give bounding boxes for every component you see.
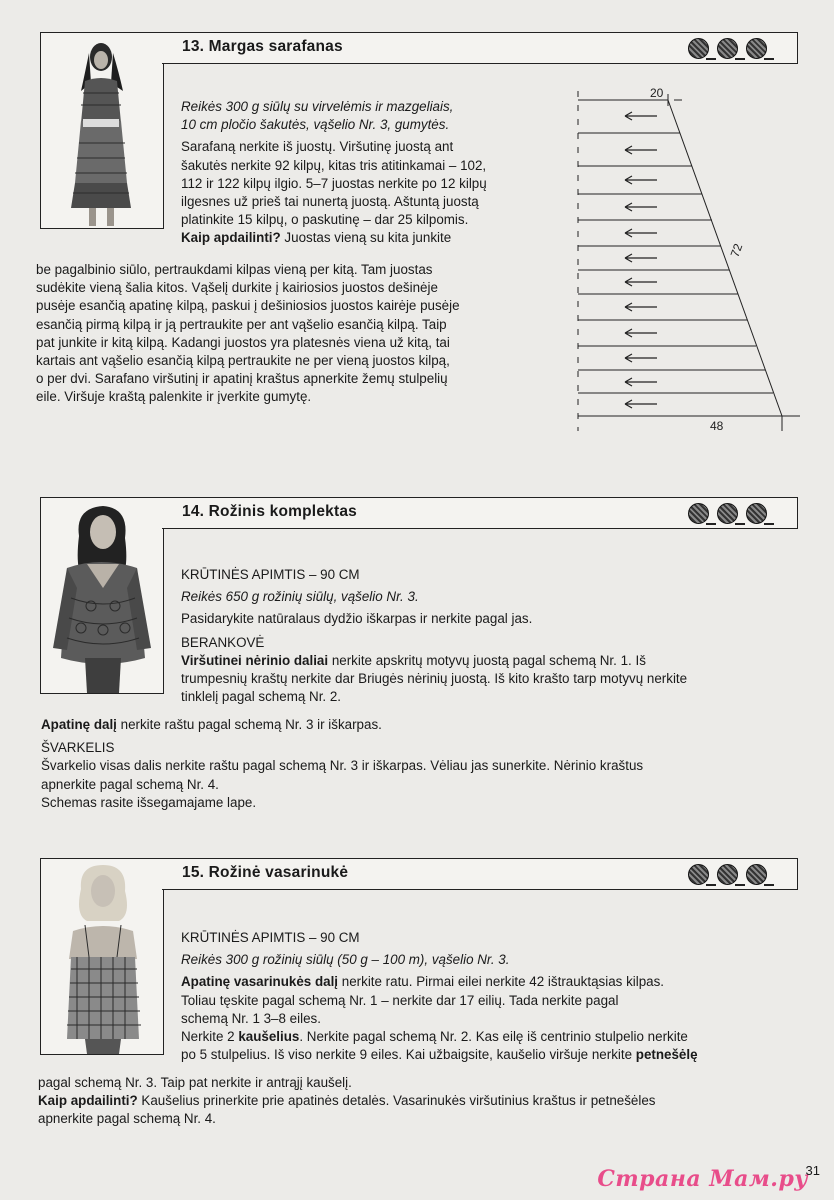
- diagram-bottom-label: 48: [710, 419, 724, 431]
- model-photo-pink-set: [40, 497, 164, 694]
- paragraph-line: trumpesnių kraštų nerkite dar Briugės nėrinių juostą. Iš kito krašto tarp motyvų nerkite: [181, 671, 688, 687]
- paragraph-line: [181, 973, 698, 991]
- paragraph-line: sudėkite vieną šalia kitos. Vąšelį durkite į kairiosios juostos dešinėje: [36, 280, 438, 296]
- diagram-side-label: 72: [727, 241, 746, 260]
- section-15-body-wide: [38, 1074, 656, 1129]
- section-15-header: [162, 858, 798, 890]
- difficulty-rating: [688, 38, 767, 59]
- yarn-ball-icon: [746, 38, 767, 59]
- section-15: [40, 858, 798, 1148]
- difficulty-rating: [688, 864, 767, 885]
- paragraph-line: Sarafaną nerkite iš juostų. Viršutinę juostą ant: [181, 139, 454, 155]
- paragraph-line: [181, 1046, 698, 1064]
- paragraph-line: Toliau tęskite pagal schemą Nr. 1 – nerkite dar 17 eilių. Tada nerkite pagal: [181, 992, 619, 1008]
- section-13-title: 13. Margas sarafanas: [182, 38, 343, 55]
- yarn-ball-icon: [746, 503, 767, 524]
- section-13-header: [162, 32, 798, 64]
- section-13-body: [181, 98, 487, 248]
- paragraph-line: pagal schemą Nr. 3. Taip pat nerkite ir antrąjį kaušelį.: [38, 1075, 352, 1090]
- size-line: KRŪTINĖS APIMTIS – 90 CM: [181, 567, 360, 582]
- subheading-jacket: ŠVARKELIS: [41, 740, 115, 756]
- finish-label: Kaip apdailinti?: [181, 230, 281, 246]
- yarn-ball-icon: [688, 503, 709, 524]
- page-number: 31: [805, 1163, 820, 1178]
- subheading-top: BERANKOVĖ: [181, 634, 265, 650]
- paragraph-line: [38, 1092, 656, 1110]
- paragraph-line: kartais ant vąšelio esančią kilpą pertraukite ne per vieną juostos kilpą,: [36, 353, 450, 369]
- paragraph-line: Švarkelio visas dalis nerkite raštu pagal schemą Nr. 3 ir iškarpas. Vėliau jas sunerkite. Nėrinio kraštus: [41, 758, 644, 774]
- materials-line: 10 cm pločio šakutės, vąšelio Nr. 3, gumytės.: [181, 117, 450, 133]
- materials-line: Reikės 300 g rožinių siūlų (50 g – 100 m), vąšelio Nr. 3.: [181, 952, 510, 968]
- yarn-ball-icon: [717, 864, 738, 885]
- paragraph-text: Kaušelius prinerkite prie apatinės detalės. Vasarinukės viršutinius kraštus ir petnešėles: [137, 1093, 656, 1109]
- yarn-ball-icon: [688, 864, 709, 885]
- paragraph-text: nerkite apskritų motyvų juostą pagal schemą Nr. 1. Iš: [328, 652, 646, 668]
- paragraph-line: esančią pirmą kilpą ir ją pertraukite per ant vąšelio esančią kilpą. Taip: [36, 316, 447, 332]
- pattern-note: Pasidarykite natūralaus dydžio iškarpas ir nerkite pagal jas.: [181, 611, 533, 627]
- finish-text: Juostas vieną su kita junkite: [280, 230, 452, 246]
- site-watermark: Страна Мам.ру: [597, 1166, 808, 1192]
- paragraph-text: po 5 stulpelius. Iš viso nerkite 9 eiles. Kai užbaigsite, kaušelio viršuje nerkite: [181, 1047, 636, 1063]
- paragraph-text: Nerkite 2: [181, 1029, 239, 1045]
- section-15-title: 15. Rožinė vasarinukė: [182, 864, 349, 881]
- strip-diagram: [570, 86, 805, 431]
- paragraph-line: šakutės nerkite 92 kilpų, kitas tris atitinkamai – 102,: [181, 157, 487, 173]
- section-14-body: [181, 566, 687, 706]
- paragraph-line: [41, 716, 643, 734]
- paragraph-line: [181, 652, 687, 670]
- paragraph-text: . Nerkite pagal schemą Nr. 2. Kas eilę iš centrinio stulpelio nerkite: [299, 1029, 688, 1045]
- finish-label: Kaip apdailinti?: [38, 1093, 138, 1109]
- paragraph-line: Schemas rasite išsegamajame lape.: [41, 794, 257, 810]
- paragraph-line: platinkite 15 kilpų, o paskutinę – dar 25 kilpomis.: [181, 212, 469, 228]
- paragraph-line: [181, 1028, 698, 1046]
- paragraph-line: pusėje esančią apatinę kilpą, paskui į dešiniosios juostos kairėje pusėje: [36, 298, 460, 314]
- model-photo-pink-top: [40, 858, 164, 1055]
- paragraph-line: ilgesnes už prieš tai nunertą juostą. Aštuntą juostą: [181, 194, 479, 210]
- bold-term: Apatinę dalį: [41, 717, 117, 732]
- paragraph-line: o per dvi. Sarafano viršutinį ir apatinį kraštus apnerkite žemų stulpelių: [36, 371, 448, 387]
- arrow-icons: [625, 112, 657, 408]
- section-14-title: 14. Rožinis komplektas: [182, 503, 357, 520]
- materials-line: Reikės 650 g rožinių siūlų, vąšelio Nr. 3.: [181, 589, 419, 605]
- bold-term: Viršutinei nėrinio daliai: [181, 652, 329, 668]
- size-line: KRŪTINĖS APIMTIS – 90 CM: [181, 930, 360, 945]
- paragraph-line: schemą Nr. 1 3–8 eiles.: [181, 1010, 321, 1026]
- paragraph-line: 112 ir 122 kilpų ilgio. 5–7 juostas nerkite po 12 kilpų: [181, 175, 487, 191]
- materials-line: Reikės 300 g siūlų su virvelėmis ir mazgeliais,: [181, 99, 454, 114]
- section-14: [40, 497, 798, 832]
- paragraph-text: nerkite raštu pagal schemą Nr. 3 ir iškarpas.: [116, 717, 382, 732]
- section-14-body-wide: [41, 716, 643, 812]
- paragraph-line: be pagalbinio siūlo, pertraukdami kilpas vieną per kitą. Tam juostas: [36, 262, 433, 277]
- bold-term: petnešėlę: [635, 1047, 698, 1063]
- section-13: [36, 32, 798, 431]
- yarn-ball-icon: [688, 38, 709, 59]
- bold-term: Apatinę vasarinukės dalį: [181, 974, 339, 990]
- paragraph-line: apnerkite pagal schemą Nr. 4.: [41, 776, 219, 792]
- bold-term: kaušelius: [238, 1029, 300, 1045]
- paragraph-line: pat junkite ir kitą kilpą. Kadangi juostos yra platesnės viena už kitą, tai: [36, 334, 450, 350]
- paragraph-line: apnerkite pagal schemą Nr. 4.: [38, 1111, 216, 1127]
- yarn-ball-icon: [717, 503, 738, 524]
- model-photo-sundress: [40, 32, 164, 229]
- section-13-body-wide: [36, 261, 460, 407]
- yarn-ball-icon: [717, 38, 738, 59]
- section-15-body: [181, 929, 698, 1064]
- difficulty-rating: [688, 503, 767, 524]
- paragraph-line: [181, 229, 487, 247]
- section-14-header: [162, 497, 798, 529]
- paragraph-text: nerkite ratu. Pirmai eilei nerkite 42 ištrauktąsias kilpas.: [338, 974, 665, 990]
- paragraph-line: tinklelį pagal schemą Nr. 2.: [181, 689, 342, 705]
- diagram-top-label: 20: [650, 86, 664, 100]
- yarn-ball-icon: [746, 864, 767, 885]
- paragraph-line: eile. Viršuje kraštą palenkite ir įverkite gumytę.: [36, 389, 312, 405]
